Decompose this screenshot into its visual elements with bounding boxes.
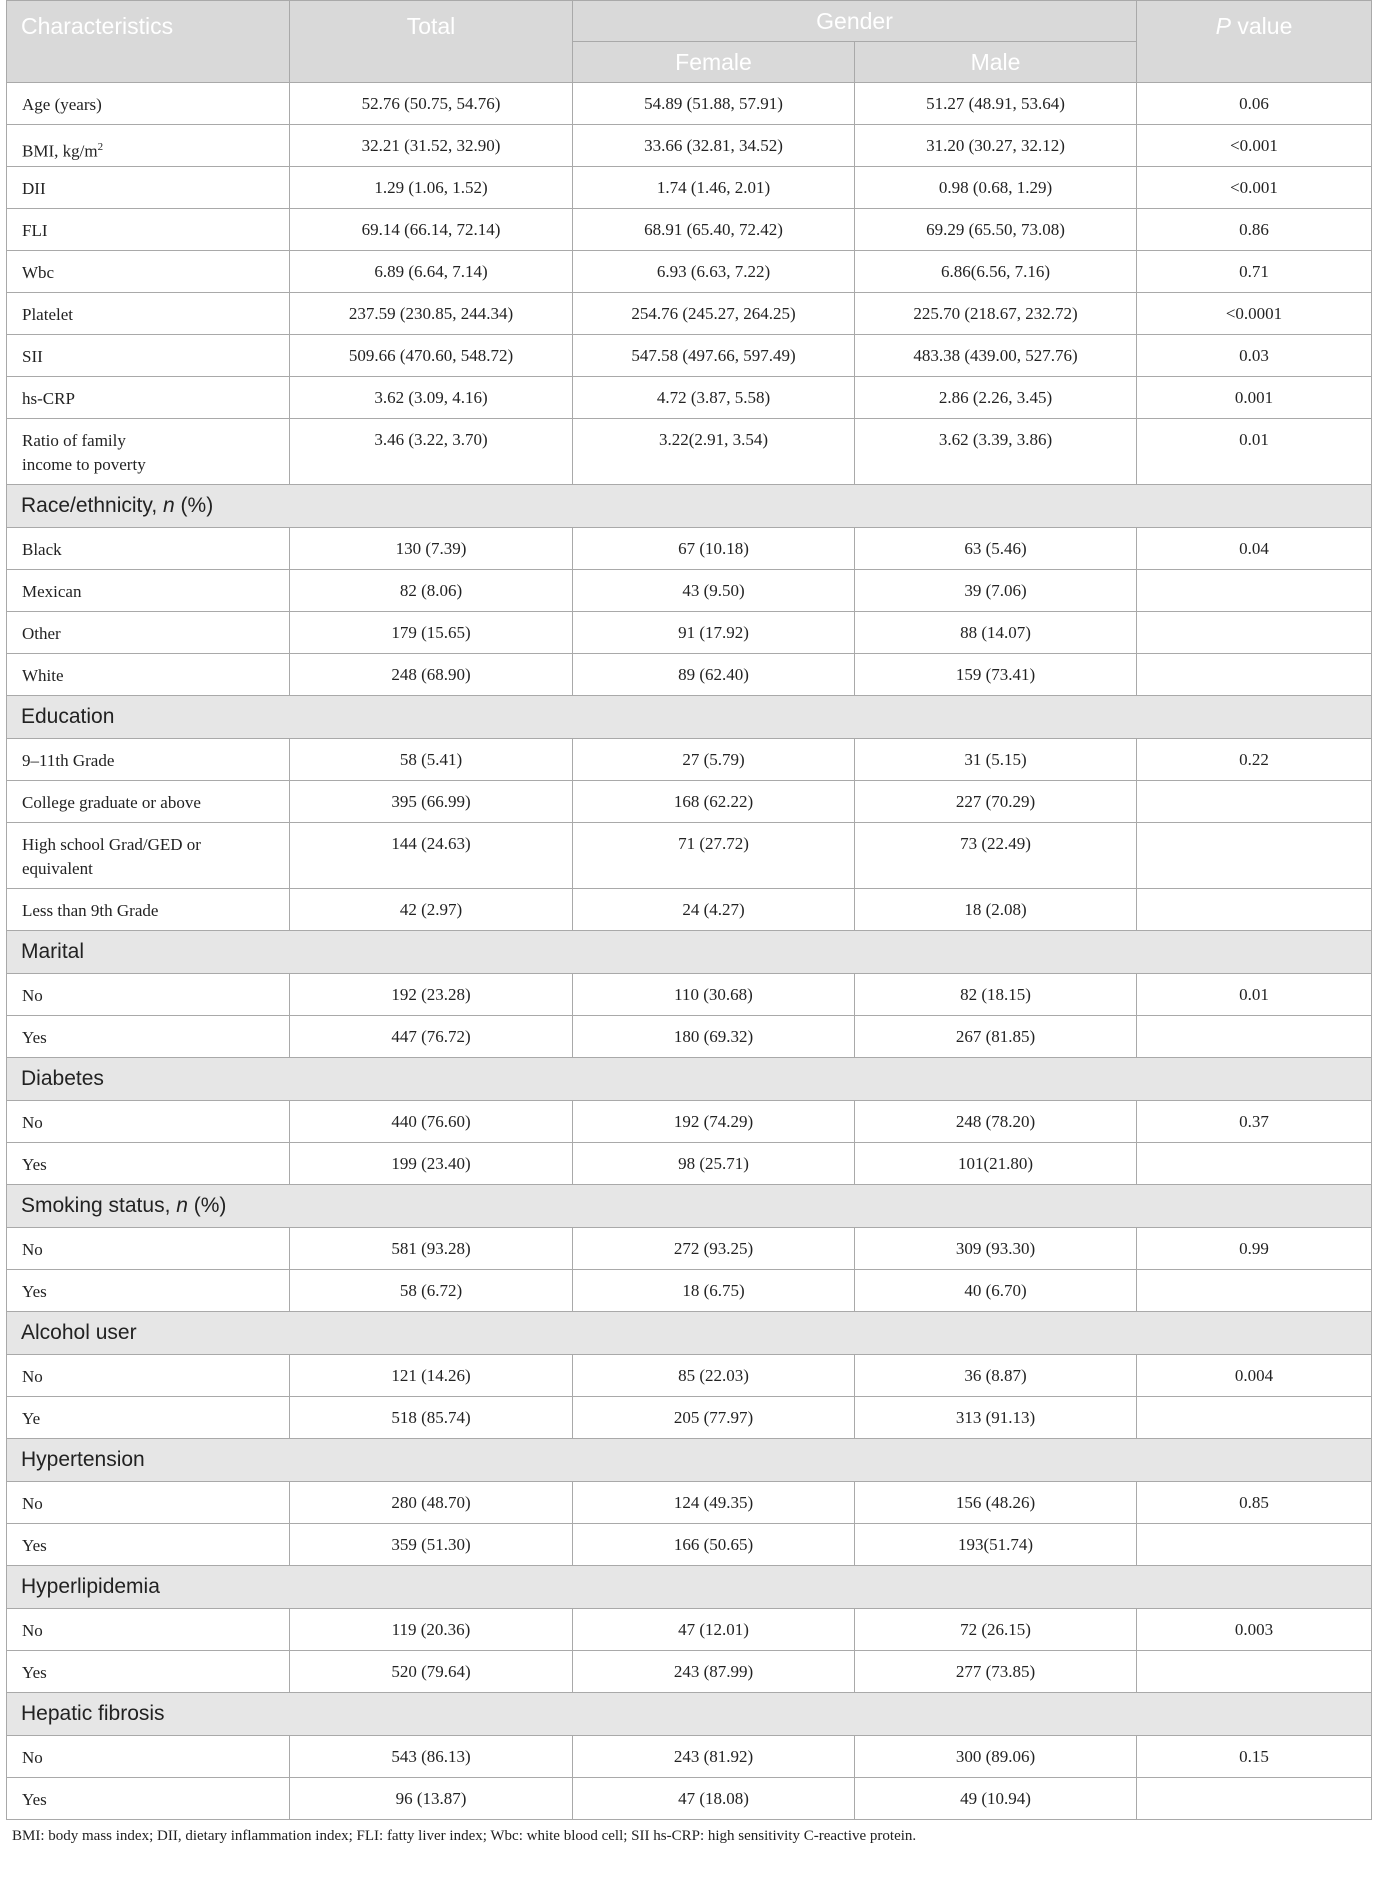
row-label bbox=[7, 974, 290, 1016]
table-row bbox=[7, 1016, 1372, 1058]
cell-p-value: 0.001 bbox=[1137, 377, 1372, 419]
cell-female: 243 (81.92) bbox=[573, 1736, 855, 1778]
row-label-text: Yes bbox=[22, 1155, 47, 1174]
row-label-text: Ratio of family bbox=[22, 431, 126, 450]
cell-p-value bbox=[1137, 654, 1372, 696]
row-label bbox=[7, 1609, 290, 1651]
cell-male: 159 (73.41) bbox=[855, 654, 1137, 696]
cell-p-value: 0.71 bbox=[1137, 251, 1372, 293]
cell-total: 96 (13.87) bbox=[290, 1778, 573, 1820]
cell-total: 144 (24.63) bbox=[290, 823, 573, 889]
cell-total: 119 (20.36) bbox=[290, 1609, 573, 1651]
row-label bbox=[7, 570, 290, 612]
cell-total: 130 (7.39) bbox=[290, 528, 573, 570]
cell-male: 51.27 (48.91, 53.64) bbox=[855, 83, 1137, 125]
row-label-text-line2: income to poverty bbox=[22, 455, 146, 474]
row-label bbox=[7, 419, 290, 485]
cell-total: 199 (23.40) bbox=[290, 1143, 573, 1185]
cell-total: 518 (85.74) bbox=[290, 1397, 573, 1439]
header-characteristics: Characteristics bbox=[7, 1, 290, 83]
cell-male: 63 (5.46) bbox=[855, 528, 1137, 570]
cell-female: 166 (50.65) bbox=[573, 1524, 855, 1566]
table-row bbox=[7, 1778, 1372, 1820]
table-body bbox=[7, 83, 1372, 1820]
cell-female: 272 (93.25) bbox=[573, 1228, 855, 1270]
row-label bbox=[7, 612, 290, 654]
cell-male: 313 (91.13) bbox=[855, 1397, 1137, 1439]
section-header-row bbox=[7, 1693, 1372, 1736]
cell-female: 47 (18.08) bbox=[573, 1778, 855, 1820]
cell-p-value bbox=[1137, 1397, 1372, 1439]
row-label-text: Other bbox=[22, 624, 61, 643]
row-label-text-line2: equivalent bbox=[22, 859, 93, 878]
section-title-text: Race/ethnicity, bbox=[21, 494, 164, 517]
header-male: Male bbox=[855, 42, 1137, 83]
table-row bbox=[7, 167, 1372, 209]
row-label-text: 9–11th Grade bbox=[22, 751, 115, 770]
section-title bbox=[7, 1693, 1372, 1736]
table-row bbox=[7, 781, 1372, 823]
table-container bbox=[6, 0, 1371, 1845]
table-row bbox=[7, 1228, 1372, 1270]
cell-total: 42 (2.97) bbox=[290, 889, 573, 931]
row-label-text: Black bbox=[22, 540, 62, 559]
cell-male: 39 (7.06) bbox=[855, 570, 1137, 612]
cell-p-value: 0.85 bbox=[1137, 1482, 1372, 1524]
row-label-text: No bbox=[22, 986, 43, 1005]
cell-p-value: 0.15 bbox=[1137, 1736, 1372, 1778]
cell-male: 82 (18.15) bbox=[855, 974, 1137, 1016]
cell-p-value: 0.01 bbox=[1137, 974, 1372, 1016]
table-row bbox=[7, 83, 1372, 125]
cell-male: 31 (5.15) bbox=[855, 739, 1137, 781]
cell-female: 91 (17.92) bbox=[573, 612, 855, 654]
cell-p-value: <0.001 bbox=[1137, 125, 1372, 167]
row-label bbox=[7, 1143, 290, 1185]
cell-total: 237.59 (230.85, 244.34) bbox=[290, 293, 573, 335]
section-title-text: Hyperlipidemia bbox=[21, 1575, 160, 1598]
cell-p-value: 0.03 bbox=[1137, 335, 1372, 377]
cell-total: 82 (8.06) bbox=[290, 570, 573, 612]
section-title bbox=[7, 696, 1372, 739]
row-label-text: SII bbox=[22, 347, 43, 366]
section-title bbox=[7, 1439, 1372, 1482]
section-header-row bbox=[7, 1312, 1372, 1355]
section-header-row bbox=[7, 931, 1372, 974]
header-p-italic: P bbox=[1215, 13, 1231, 39]
cell-female: 168 (62.22) bbox=[573, 781, 855, 823]
row-label-text: FLI bbox=[22, 221, 48, 240]
characteristics-table bbox=[6, 0, 1372, 1820]
table-row bbox=[7, 335, 1372, 377]
cell-total: 440 (76.60) bbox=[290, 1101, 573, 1143]
row-label-text: DII bbox=[22, 179, 46, 198]
row-label bbox=[7, 1016, 290, 1058]
section-header-row bbox=[7, 1185, 1372, 1228]
row-label-text: No bbox=[22, 1621, 43, 1640]
cell-male: 300 (89.06) bbox=[855, 1736, 1137, 1778]
row-label-text: White bbox=[22, 666, 64, 685]
row-label bbox=[7, 1270, 290, 1312]
row-label bbox=[7, 293, 290, 335]
row-label-text: No bbox=[22, 1113, 43, 1132]
cell-female: 124 (49.35) bbox=[573, 1482, 855, 1524]
row-label bbox=[7, 781, 290, 823]
row-label bbox=[7, 654, 290, 696]
row-label-text: Yes bbox=[22, 1028, 47, 1047]
cell-male: 193(51.74) bbox=[855, 1524, 1137, 1566]
row-label-text: No bbox=[22, 1494, 43, 1513]
cell-p-value: <0.001 bbox=[1137, 167, 1372, 209]
row-label-text: No bbox=[22, 1240, 43, 1259]
section-title-text: Diabetes bbox=[21, 1067, 104, 1090]
table-row bbox=[7, 293, 1372, 335]
row-label bbox=[7, 251, 290, 293]
cell-total: 581 (93.28) bbox=[290, 1228, 573, 1270]
table-header bbox=[7, 1, 1372, 83]
cell-female: 6.93 (6.63, 7.22) bbox=[573, 251, 855, 293]
cell-male: 3.62 (3.39, 3.86) bbox=[855, 419, 1137, 485]
cell-male: 267 (81.85) bbox=[855, 1016, 1137, 1058]
section-title-rest: (%) bbox=[174, 494, 214, 517]
cell-male: 309 (93.30) bbox=[855, 1228, 1137, 1270]
row-label bbox=[7, 1101, 290, 1143]
cell-total: 248 (68.90) bbox=[290, 654, 573, 696]
cell-female: 547.58 (497.66, 597.49) bbox=[573, 335, 855, 377]
cell-total: 3.46 (3.22, 3.70) bbox=[290, 419, 573, 485]
row-label bbox=[7, 377, 290, 419]
section-title-italic: n bbox=[163, 494, 175, 517]
section-title-text: Hepatic fibrosis bbox=[21, 1702, 165, 1725]
cell-total: 280 (48.70) bbox=[290, 1482, 573, 1524]
cell-p-value: 0.003 bbox=[1137, 1609, 1372, 1651]
cell-female: 27 (5.79) bbox=[573, 739, 855, 781]
row-label bbox=[7, 823, 290, 889]
cell-total: 359 (51.30) bbox=[290, 1524, 573, 1566]
table-row bbox=[7, 1397, 1372, 1439]
section-title bbox=[7, 1185, 1372, 1228]
row-label-text: College graduate or above bbox=[22, 793, 201, 812]
row-label-text: Ye bbox=[22, 1409, 41, 1428]
section-title-text: Smoking status, bbox=[21, 1194, 177, 1217]
cell-p-value bbox=[1137, 1524, 1372, 1566]
cell-total: 58 (6.72) bbox=[290, 1270, 573, 1312]
section-title-rest: (%) bbox=[187, 1194, 227, 1217]
cell-female: 24 (4.27) bbox=[573, 889, 855, 931]
cell-p-value bbox=[1137, 823, 1372, 889]
cell-p-value bbox=[1137, 1143, 1372, 1185]
cell-female: 54.89 (51.88, 57.91) bbox=[573, 83, 855, 125]
section-title-text: Marital bbox=[21, 940, 85, 963]
cell-total: 509.66 (470.60, 548.72) bbox=[290, 335, 573, 377]
header-p-value bbox=[1137, 1, 1372, 83]
section-title-text: Education bbox=[21, 705, 115, 728]
cell-male: 156 (48.26) bbox=[855, 1482, 1137, 1524]
table-row bbox=[7, 974, 1372, 1016]
header-p-rest: value bbox=[1230, 13, 1293, 39]
section-header-row bbox=[7, 485, 1372, 528]
table-row bbox=[7, 1355, 1372, 1397]
section-title bbox=[7, 1312, 1372, 1355]
section-header-row bbox=[7, 696, 1372, 739]
section-title bbox=[7, 931, 1372, 974]
section-header-row bbox=[7, 1058, 1372, 1101]
section-header-row bbox=[7, 1439, 1372, 1482]
cell-p-value: 0.04 bbox=[1137, 528, 1372, 570]
table-row bbox=[7, 125, 1372, 167]
cell-male: 248 (78.20) bbox=[855, 1101, 1137, 1143]
row-label-text: Less than 9th Grade bbox=[22, 901, 159, 920]
row-label bbox=[7, 889, 290, 931]
table-row bbox=[7, 1482, 1372, 1524]
cell-female: 180 (69.32) bbox=[573, 1016, 855, 1058]
cell-male: 101(21.80) bbox=[855, 1143, 1137, 1185]
cell-male: 6.86(6.56, 7.16) bbox=[855, 251, 1137, 293]
cell-total: 121 (14.26) bbox=[290, 1355, 573, 1397]
cell-total: 69.14 (66.14, 72.14) bbox=[290, 209, 573, 251]
row-label-text: Yes bbox=[22, 1282, 47, 1301]
cell-male: 88 (14.07) bbox=[855, 612, 1137, 654]
row-label bbox=[7, 739, 290, 781]
cell-female: 1.74 (1.46, 2.01) bbox=[573, 167, 855, 209]
cell-male: 40 (6.70) bbox=[855, 1270, 1137, 1312]
cell-female: 18 (6.75) bbox=[573, 1270, 855, 1312]
row-label bbox=[7, 209, 290, 251]
cell-male: 2.86 (2.26, 3.45) bbox=[855, 377, 1137, 419]
cell-p-value: 0.99 bbox=[1137, 1228, 1372, 1270]
row-label-text: BMI, kg/m bbox=[22, 141, 98, 161]
row-label-superscript: 2 bbox=[97, 141, 104, 153]
cell-p-value: 0.37 bbox=[1137, 1101, 1372, 1143]
section-header-row bbox=[7, 1566, 1372, 1609]
cell-female: 43 (9.50) bbox=[573, 570, 855, 612]
cell-female: 243 (87.99) bbox=[573, 1651, 855, 1693]
cell-total: 179 (15.65) bbox=[290, 612, 573, 654]
row-label bbox=[7, 335, 290, 377]
cell-p-value bbox=[1137, 1270, 1372, 1312]
cell-male: 18 (2.08) bbox=[855, 889, 1137, 931]
cell-female: 85 (22.03) bbox=[573, 1355, 855, 1397]
cell-male: 49 (10.94) bbox=[855, 1778, 1137, 1820]
cell-female: 33.66 (32.81, 34.52) bbox=[573, 125, 855, 167]
table-row bbox=[7, 1736, 1372, 1778]
header-total: Total bbox=[290, 1, 573, 83]
cell-p-value bbox=[1137, 781, 1372, 823]
cell-p-value: 0.004 bbox=[1137, 1355, 1372, 1397]
table-row bbox=[7, 1524, 1372, 1566]
table-row bbox=[7, 823, 1372, 889]
cell-p-value: 0.22 bbox=[1137, 739, 1372, 781]
cell-female: 68.91 (65.40, 72.42) bbox=[573, 209, 855, 251]
cell-male: 73 (22.49) bbox=[855, 823, 1137, 889]
row-label bbox=[7, 1736, 290, 1778]
cell-p-value bbox=[1137, 612, 1372, 654]
table-row bbox=[7, 654, 1372, 696]
row-label bbox=[7, 83, 290, 125]
cell-p-value bbox=[1137, 1016, 1372, 1058]
table-row bbox=[7, 570, 1372, 612]
cell-total: 520 (79.64) bbox=[290, 1651, 573, 1693]
cell-total: 447 (76.72) bbox=[290, 1016, 573, 1058]
cell-male: 277 (73.85) bbox=[855, 1651, 1137, 1693]
cell-male: 36 (8.87) bbox=[855, 1355, 1137, 1397]
cell-total: 32.21 (31.52, 32.90) bbox=[290, 125, 573, 167]
section-title bbox=[7, 485, 1372, 528]
table-row bbox=[7, 1270, 1372, 1312]
cell-p-value: 0.06 bbox=[1137, 83, 1372, 125]
row-label bbox=[7, 1778, 290, 1820]
section-title bbox=[7, 1566, 1372, 1609]
cell-female: 254.76 (245.27, 264.25) bbox=[573, 293, 855, 335]
cell-total: 6.89 (6.64, 7.14) bbox=[290, 251, 573, 293]
cell-total: 58 (5.41) bbox=[290, 739, 573, 781]
cell-male: 227 (70.29) bbox=[855, 781, 1137, 823]
cell-male: 69.29 (65.50, 73.08) bbox=[855, 209, 1137, 251]
row-label bbox=[7, 528, 290, 570]
row-label-text: Platelet bbox=[22, 305, 73, 324]
cell-female: 47 (12.01) bbox=[573, 1609, 855, 1651]
cell-p-value: 0.01 bbox=[1137, 419, 1372, 485]
cell-male: 225.70 (218.67, 232.72) bbox=[855, 293, 1137, 335]
row-label-text: hs-CRP bbox=[22, 389, 75, 408]
table-row bbox=[7, 1101, 1372, 1143]
row-label-text: Wbc bbox=[22, 263, 55, 282]
row-label bbox=[7, 125, 290, 167]
row-label bbox=[7, 1228, 290, 1270]
cell-male: 31.20 (30.27, 32.12) bbox=[855, 125, 1137, 167]
table-row bbox=[7, 612, 1372, 654]
cell-p-value: 0.86 bbox=[1137, 209, 1372, 251]
row-label-text: High school Grad/GED or bbox=[22, 835, 201, 854]
cell-total: 395 (66.99) bbox=[290, 781, 573, 823]
cell-female: 110 (30.68) bbox=[573, 974, 855, 1016]
section-title-italic: n bbox=[176, 1194, 188, 1217]
table-row bbox=[7, 739, 1372, 781]
cell-female: 98 (25.71) bbox=[573, 1143, 855, 1185]
table-row bbox=[7, 251, 1372, 293]
row-label-text: Yes bbox=[22, 1536, 47, 1555]
row-label-text: Mexican bbox=[22, 582, 82, 601]
section-title-text: Hypertension bbox=[21, 1448, 145, 1471]
cell-p-value bbox=[1137, 889, 1372, 931]
table-row bbox=[7, 419, 1372, 485]
cell-female: 3.22(2.91, 3.54) bbox=[573, 419, 855, 485]
cell-p-value bbox=[1137, 570, 1372, 612]
cell-female: 89 (62.40) bbox=[573, 654, 855, 696]
table-row bbox=[7, 209, 1372, 251]
cell-female: 71 (27.72) bbox=[573, 823, 855, 889]
row-label bbox=[7, 1482, 290, 1524]
cell-male: 483.38 (439.00, 527.76) bbox=[855, 335, 1137, 377]
cell-p-value bbox=[1137, 1778, 1372, 1820]
row-label-text: Age (years) bbox=[22, 95, 102, 114]
cell-female: 205 (77.97) bbox=[573, 1397, 855, 1439]
cell-female: 192 (74.29) bbox=[573, 1101, 855, 1143]
cell-p-value bbox=[1137, 1651, 1372, 1693]
table-row bbox=[7, 528, 1372, 570]
cell-total: 1.29 (1.06, 1.52) bbox=[290, 167, 573, 209]
table-row bbox=[7, 1609, 1372, 1651]
row-label-text: Yes bbox=[22, 1663, 47, 1682]
cell-total: 52.76 (50.75, 54.76) bbox=[290, 83, 573, 125]
row-label bbox=[7, 1355, 290, 1397]
row-label-text: No bbox=[22, 1748, 43, 1767]
cell-total: 192 (23.28) bbox=[290, 974, 573, 1016]
section-title-text: Alcohol user bbox=[21, 1321, 137, 1344]
table-row bbox=[7, 1143, 1372, 1185]
cell-male: 72 (26.15) bbox=[855, 1609, 1137, 1651]
cell-total: 543 (86.13) bbox=[290, 1736, 573, 1778]
row-label bbox=[7, 1651, 290, 1693]
table-row bbox=[7, 1651, 1372, 1693]
cell-female: 4.72 (3.87, 5.58) bbox=[573, 377, 855, 419]
cell-female: 67 (10.18) bbox=[573, 528, 855, 570]
table-footnote: BMI: body mass index; DII, dietary inflammation index; FLI: fatty liver index; Wbc: white blood cell; SII hs-CRP: high sensitivity C-reactive protein. bbox=[12, 1828, 917, 1844]
row-label bbox=[7, 1524, 290, 1566]
row-label bbox=[7, 1397, 290, 1439]
row-label bbox=[7, 167, 290, 209]
header-gender: Gender bbox=[573, 1, 1137, 42]
table-row bbox=[7, 377, 1372, 419]
section-title bbox=[7, 1058, 1372, 1101]
cell-male: 0.98 (0.68, 1.29) bbox=[855, 167, 1137, 209]
cell-p-value: <0.0001 bbox=[1137, 293, 1372, 335]
row-label-text: Yes bbox=[22, 1790, 47, 1809]
table-row bbox=[7, 889, 1372, 931]
cell-total: 3.62 (3.09, 4.16) bbox=[290, 377, 573, 419]
row-label-text: No bbox=[22, 1367, 43, 1386]
header-female: Female bbox=[573, 42, 855, 83]
